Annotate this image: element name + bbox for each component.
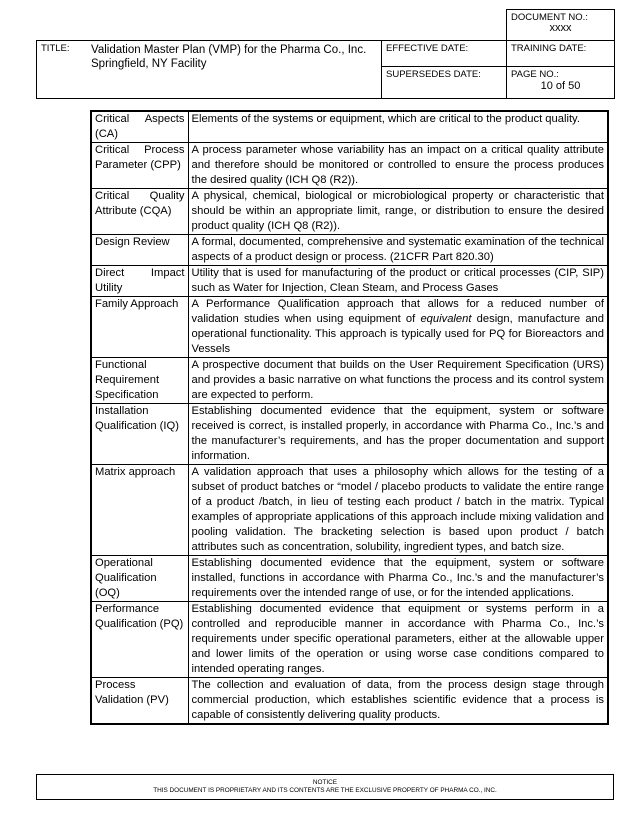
definition-row xyxy=(91,111,608,143)
definition-emphasis: equivalent xyxy=(420,313,472,325)
training-date-cell xyxy=(507,41,615,67)
definition-text: Establishing documented evidence that equipment or systems perform in a controlled and reproducible manner in accordance with Pharma Co., Inc.’s requirements under specific operational parameters, either at the allowable upper and lower limits of the operation or using worse case conditions compared to intended operating ranges. xyxy=(188,602,608,678)
definition-row xyxy=(91,556,608,602)
definition-text xyxy=(188,297,608,358)
definition-term: Operational Qualification (OQ) xyxy=(91,556,188,602)
effective-date-cell xyxy=(382,41,507,67)
definition-text: Elements of the systems or equipment, which are critical to the product quality. xyxy=(188,111,608,143)
page-number-label: PAGE NO.: xyxy=(511,69,559,80)
definition-text: A prospective document that builds on the User Requirement Specification (URS) and provides a basic narrative on what functions the process and its control system are expected to perform. xyxy=(188,358,608,404)
definition-term: Matrix approach xyxy=(91,465,188,556)
notice-label: NOTICE xyxy=(312,779,338,786)
document-title: Validation Master Plan (VMP) for the Pharma Co., Inc. Springfield, NY Facility xyxy=(91,44,367,70)
page-number-cell xyxy=(507,67,615,99)
title-label: TITLE: xyxy=(41,43,70,54)
supersedes-date-cell xyxy=(382,67,507,99)
definition-row xyxy=(91,465,608,556)
definition-term: Design Review xyxy=(91,235,188,266)
notice-text: THIS DOCUMENT IS PROPRIETARY AND ITS CONTENTS ARE THE EXCLUSIVE PROPERTY OF PHARMA CO., INC. xyxy=(153,787,497,794)
document-number-value: xxxx xyxy=(549,22,572,34)
definition-text: A validation approach that uses a philosophy which allows for the testing of a subset of product batches or “model / placebo products to validate the entire range of a product /batch, in lieu of testing each product / batch in the matrix. Typical examples of appropriate applications of this approach include mixing validation and pooling validation. The bracketing selection is based upon product / batch attributes such as concentration, solubility, ingredient types, and batch size. xyxy=(188,465,608,556)
definition-row xyxy=(91,602,608,678)
document-number-label: DOCUMENT NO.: xyxy=(511,12,588,23)
definition-term: Installation Qualification (IQ) xyxy=(91,404,188,465)
supersedes-date-label: SUPERSEDES DATE: xyxy=(386,69,481,80)
training-date-label: TRAINING DATE: xyxy=(511,43,587,54)
definition-term: Direct Impact Utility xyxy=(91,266,188,297)
definition-row xyxy=(91,404,608,465)
definition-row xyxy=(91,143,608,189)
definitions-table xyxy=(90,110,609,725)
definition-row xyxy=(91,189,608,235)
definition-term: Family Approach xyxy=(91,297,188,358)
definition-row xyxy=(91,297,608,358)
definition-text: Establishing documented evidence that the equipment, system or software received is correct, is installed properly, in accordance with Pharma Co., Inc.’s and the manufacturer’s requirements, and has the proper documentation and support information. xyxy=(188,404,608,465)
definition-term: Critical Process Parameter (CPP) xyxy=(91,143,188,189)
document-footer xyxy=(36,774,614,800)
definition-text: The collection and evaluation of data, from the process design stage through commercial production, which establishes scientific evidence that a process is capable of consistently delivering quality products. xyxy=(188,678,608,725)
definition-term: Functional Requirement Specification xyxy=(91,358,188,404)
definition-text: Utility that is used for manufacturing of the product or critical processes (CIP, SIP) such as Water for Injection, Clean Steam, and Process Gases xyxy=(188,266,608,297)
definition-text: Establishing documented evidence that the equipment, system or software installed, functions in accordance with Pharma Co., Inc.’s and the manufacturer’s requirements over the intended range of use, or for the intended applications. xyxy=(188,556,608,602)
title-cell xyxy=(37,41,382,99)
definition-term: Critical Aspects (CA) xyxy=(91,111,188,143)
definitions-table-body xyxy=(91,111,608,724)
definition-text: A process parameter whose variability has an impact on a critical quality attribute and therefore should be monitored or controlled to ensure the process produces the desired quality (ICH Q8 (R2)). xyxy=(188,143,608,189)
definition-text-part: design, manufacture and operational functionality. This approach is typically used for PQ for Bioreactors and Vessels xyxy=(191,313,604,355)
definition-row xyxy=(91,678,608,725)
definition-row xyxy=(91,235,608,266)
definition-text: A physical, chemical, biological or microbiological property or characteristic that should be within an appropriate limit, range, or distribution to ensure the desired product quality (ICH Q8 (R2)). xyxy=(188,189,608,235)
document-number-cell xyxy=(507,10,615,41)
definition-term: Process Validation (PV) xyxy=(91,678,188,725)
definition-row xyxy=(91,358,608,404)
definition-text: A formal, documented, comprehensive and systematic examination of the technical aspects of a product design or process. (21CFR Part 820.30) xyxy=(188,235,608,266)
definition-text-part: A Performance Qualification approach that allows for a reduced number of validation studies when using equipment of xyxy=(191,298,604,325)
document-header xyxy=(36,9,615,99)
definition-term: Critical Quality Attribute (CQA) xyxy=(91,189,188,235)
page-number-value: 10 of 50 xyxy=(540,80,581,92)
effective-date-label: EFFECTIVE DATE: xyxy=(386,43,469,54)
definition-row xyxy=(91,266,608,297)
definition-term: Performance Qualification (PQ) xyxy=(91,602,188,678)
